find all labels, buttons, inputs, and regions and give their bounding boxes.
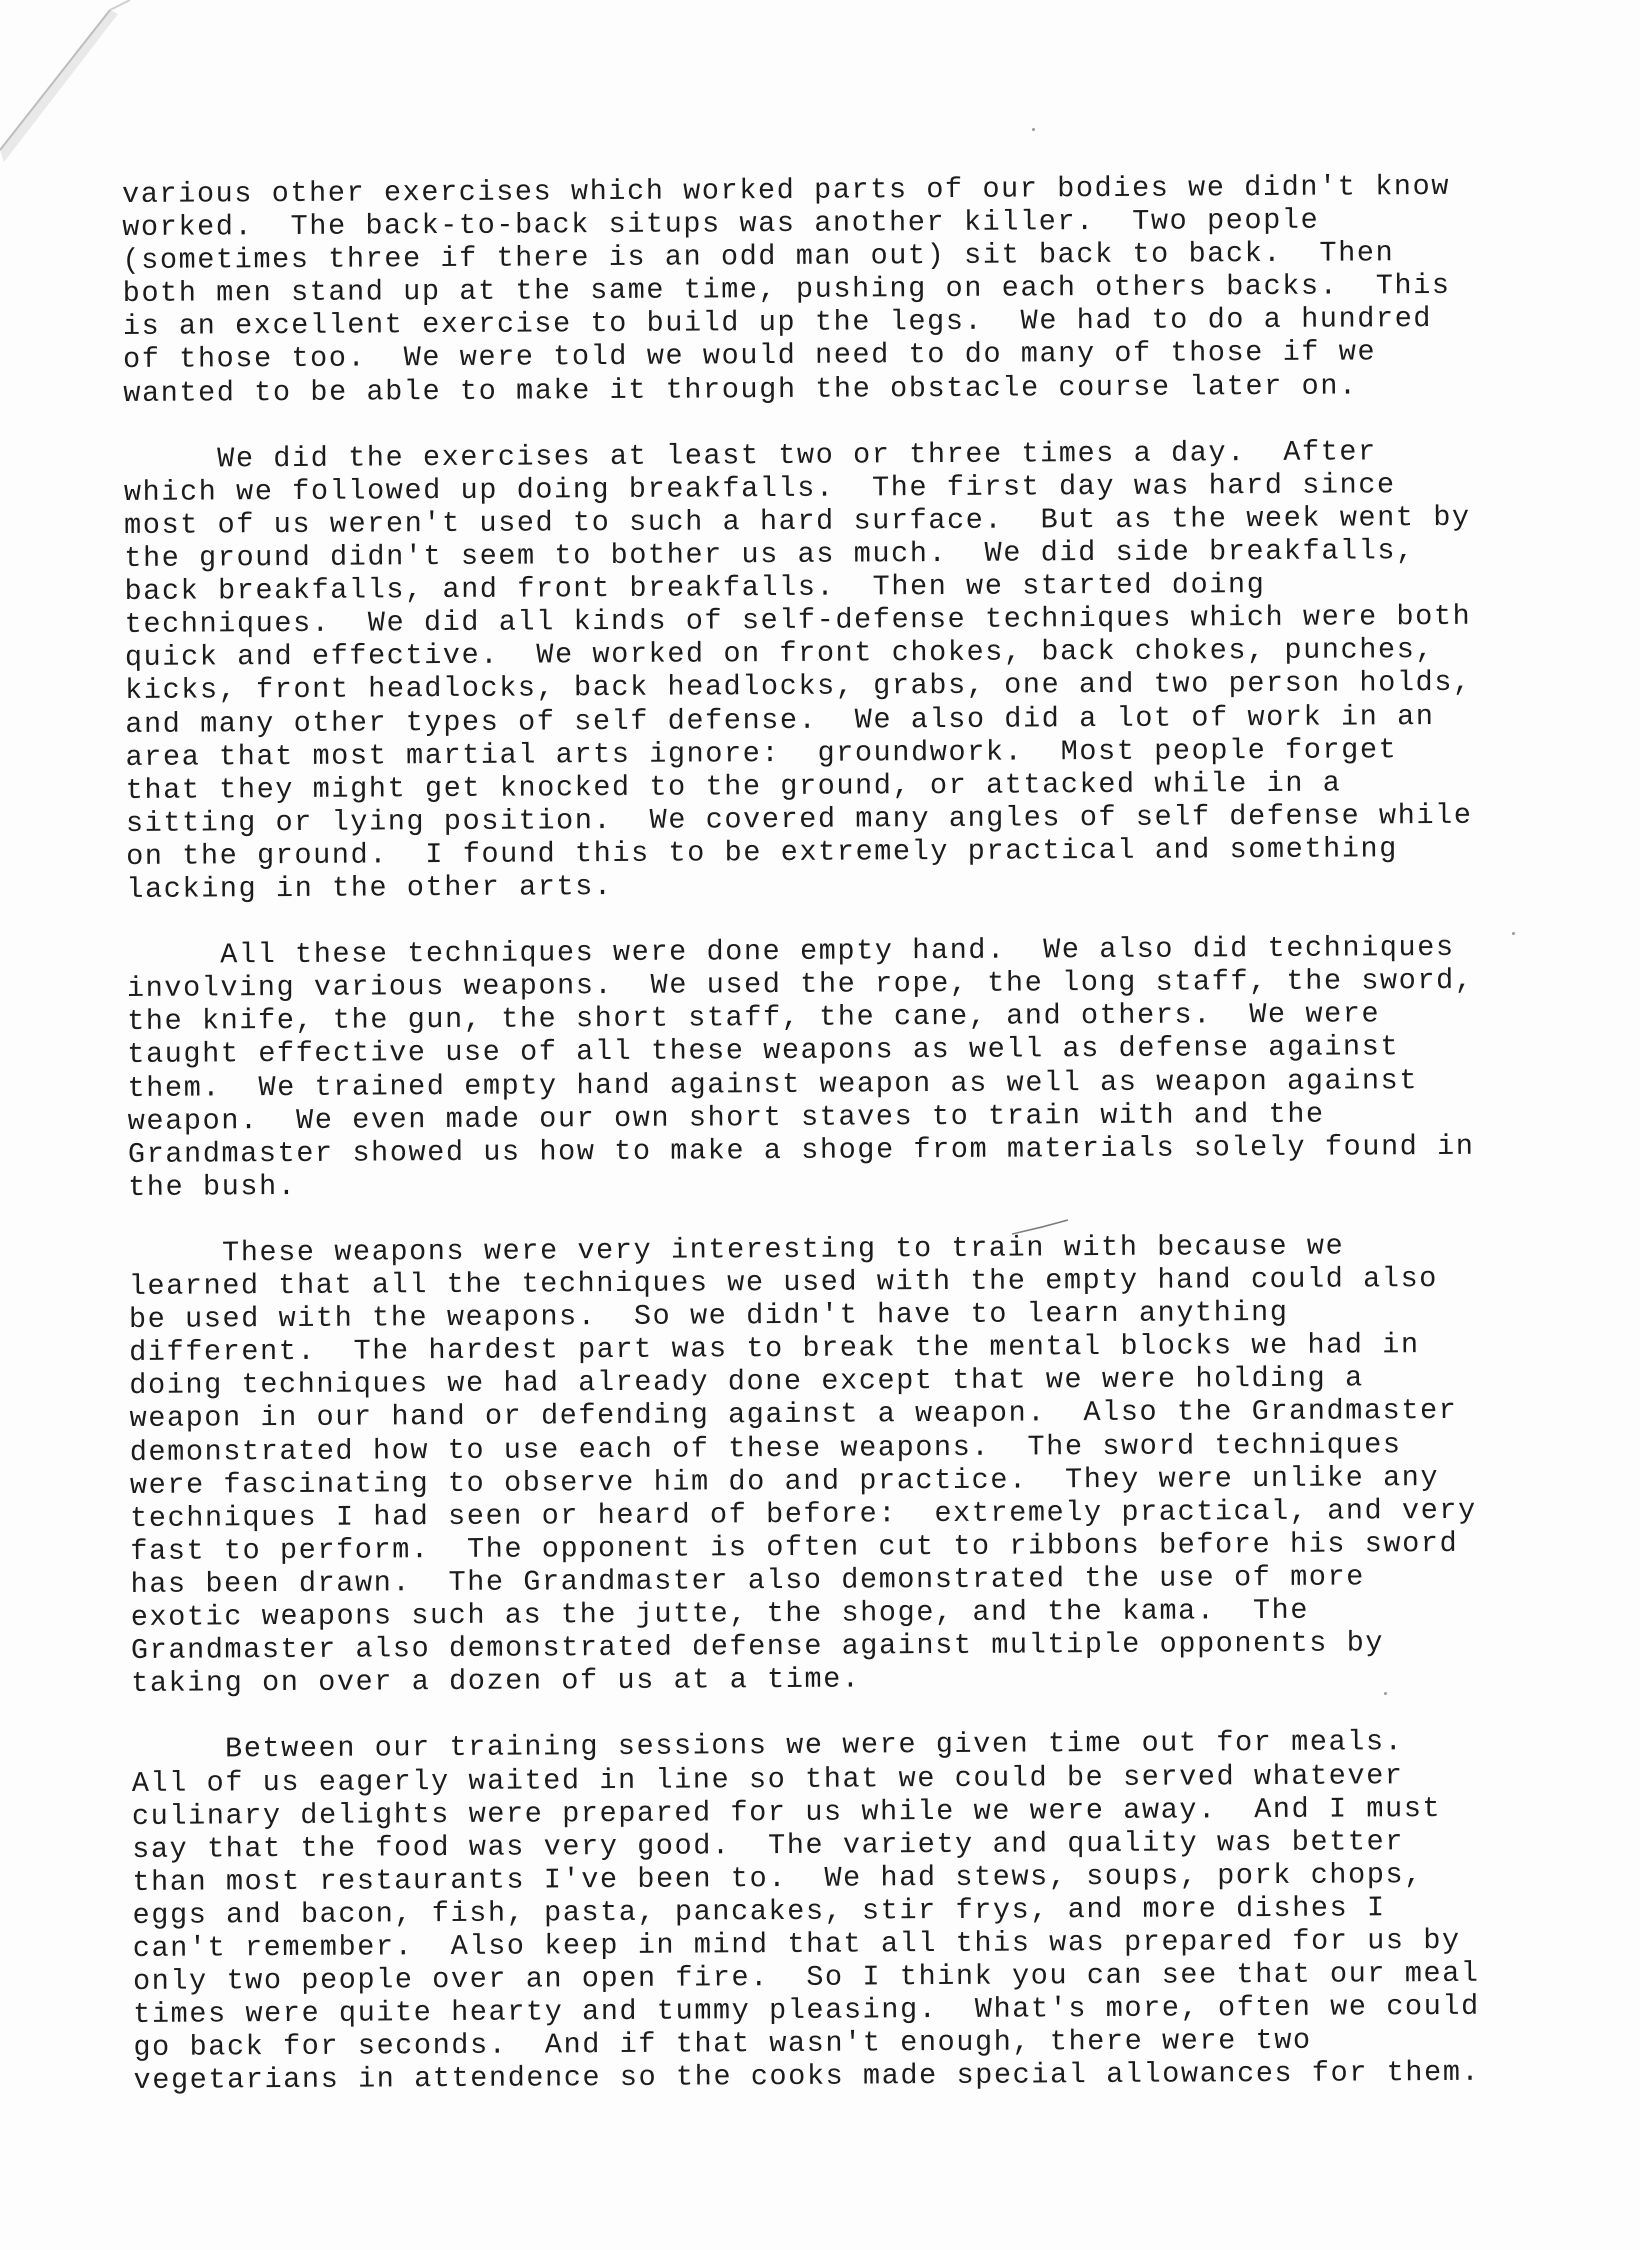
text-line: times were quite hearty and tummy pleasing. What's more, often we could xyxy=(133,1989,1480,2032)
pen-stroke-mark xyxy=(1010,1218,1070,1238)
text-line: worked. The back-to-back situps was another killer. Two people xyxy=(122,203,1320,245)
text-line: All of us eagerly waited in line so that we could be served whatever xyxy=(131,1758,1404,1800)
text-line: eggs and bacon, fish, pasta, pancakes, stir frys, and more dishes I xyxy=(132,1891,1386,1932)
text-line: techniques I had seen or heard of before: extremely practical, and very xyxy=(130,1493,1477,1535)
text-line: both men stand up at the same time, pushing on each others backs. This xyxy=(122,269,1451,311)
text-line: sitting or lying position. We covered many angles of self defense while xyxy=(125,798,1473,840)
text-line: can't remember. Also keep in mind that all this was prepared for us by xyxy=(132,1923,1461,1965)
text-line: All these techniques were done empty hand. We also did techniques xyxy=(126,931,1455,973)
text-line: which we followed up doing breakfalls. The first day was hard since xyxy=(123,468,1396,509)
text-line: of those too. We were told we would need to do many of those if we xyxy=(123,335,1377,377)
folded-corner-mark xyxy=(0,0,150,170)
document-body xyxy=(122,169,1604,2130)
text-line: culinary delights were prepared for us while we were away. And I must xyxy=(131,1791,1442,1833)
text-line: were fascinating to observe him do and practice. They were unlike any xyxy=(129,1460,1440,1502)
scan-speck xyxy=(1032,128,1035,131)
text-line: (sometimes three if there is an odd man out) sit back to back. Then xyxy=(122,236,1395,278)
text-line: Grandmaster also demonstrated defense against multiple opponents by xyxy=(130,1626,1385,1668)
paragraph-5 xyxy=(132,1724,1604,2097)
text-line: taught effective use of all these weapons as well as defense against xyxy=(127,1030,1400,1072)
text-line: demonstrated how to use each of these weapons. The sword techniques xyxy=(129,1427,1402,1469)
text-line: them. We trained empty hand against weapon as well as weapon against xyxy=(127,1063,1419,1105)
scan-speck xyxy=(1384,1692,1387,1695)
paragraph-3 xyxy=(127,930,1599,1204)
scan-speck xyxy=(1512,932,1515,935)
text-line: quick and effective. We worked on front chokes, back chokes, punches, xyxy=(124,633,1435,675)
text-line: learned that all the techniques we used with the empty hand could also xyxy=(128,1262,1439,1304)
text-line: the ground didn't seem to bother us as much. We did side breakfalls, xyxy=(124,534,1415,576)
text-line: vegetarians in attendence so the cooks made special allowances for them. xyxy=(133,2056,1481,2098)
text-line: on the ground. I found this to be extremely practical and something xyxy=(126,832,1399,873)
text-line: is an excellent exercise to build up the legs. We had to do a hundred xyxy=(122,302,1433,344)
text-line: area that most martial arts ignore: groundwork. Most people forget xyxy=(125,732,1398,774)
text-line: Grandmaster showed us how to make a shoge from materials solely found in xyxy=(127,1129,1475,1171)
text-line: kicks, front headlocks, back headlocks, grabs, one and two person holds, xyxy=(125,666,1472,708)
text-line: lacking in the other arts. xyxy=(126,869,613,906)
text-line: Between our training sessions we were given time out for meals. xyxy=(131,1725,1404,1767)
text-line: weapon in our hand or defending against a weapon. Also the Grandmaster xyxy=(129,1394,1458,1436)
text-line: We did the exercises at least two or three times a day. After xyxy=(123,435,1377,476)
text-line: say that the food was very good. The variety and quality was better xyxy=(132,1824,1405,1866)
text-line: go back for seconds. And if that wasn't enough, there were two xyxy=(133,2024,1312,2065)
text-line: the bush. xyxy=(128,1169,297,1204)
text-line: that they might get knocked to the ground, or attacked while in a xyxy=(125,766,1342,807)
paragraph-4 xyxy=(128,1228,1601,1700)
text-line: only two people over an open fire. So I think you can see that our meal xyxy=(132,1956,1480,1999)
text-line: various other exercises which worked parts of our bodies we didn't know xyxy=(122,169,1451,211)
text-line: different. The hardest part was to break the mental blocks we had in xyxy=(129,1328,1420,1370)
text-line: involving various weapons. We used the rope, the long staff, the sword, xyxy=(126,964,1474,1006)
text-line: be used with the weapons. So we didn't have to learn anything xyxy=(128,1296,1289,1337)
text-line: exotic weapons such as the jutte, the shoge, and the kama. The xyxy=(130,1593,1310,1635)
text-line: doing techniques we had already done except that we were holding a xyxy=(129,1361,1364,1403)
text-line: taking on over a dozen of us at a time. xyxy=(131,1662,861,1701)
text-line: most of us weren't used to such a hard surface. But as the week went by xyxy=(124,500,1471,542)
paragraph-1 xyxy=(122,169,1593,410)
text-line: These weapons were very interesting to train with because we xyxy=(128,1229,1345,1270)
text-line: the knife, the gun, the short staff, the cane, and others. We were xyxy=(127,997,1381,1039)
text-line: techniques. We did all kinds of self-defense techniques which were both xyxy=(124,599,1472,642)
text-line: back breakfalls, and front breakfalls. Then we started doing xyxy=(124,568,1266,609)
text-line: wanted to be able to make it through the obstacle course later on. xyxy=(123,369,1358,410)
text-line: weapon. We even made our own short staves to train with and the xyxy=(127,1097,1325,1138)
text-line: than most restaurants I've been to. We had stews, soups, pork chops, xyxy=(132,1857,1423,1899)
text-line: fast to perform. The opponent is often cut to ribbons before his sword xyxy=(130,1526,1459,1568)
text-line: has been drawn. The Grandmaster also demonstrated the use of more xyxy=(130,1560,1366,1601)
paragraph-2 xyxy=(124,434,1597,906)
text-line: and many other types of self defense. We also did a lot of work in an xyxy=(125,699,1435,741)
